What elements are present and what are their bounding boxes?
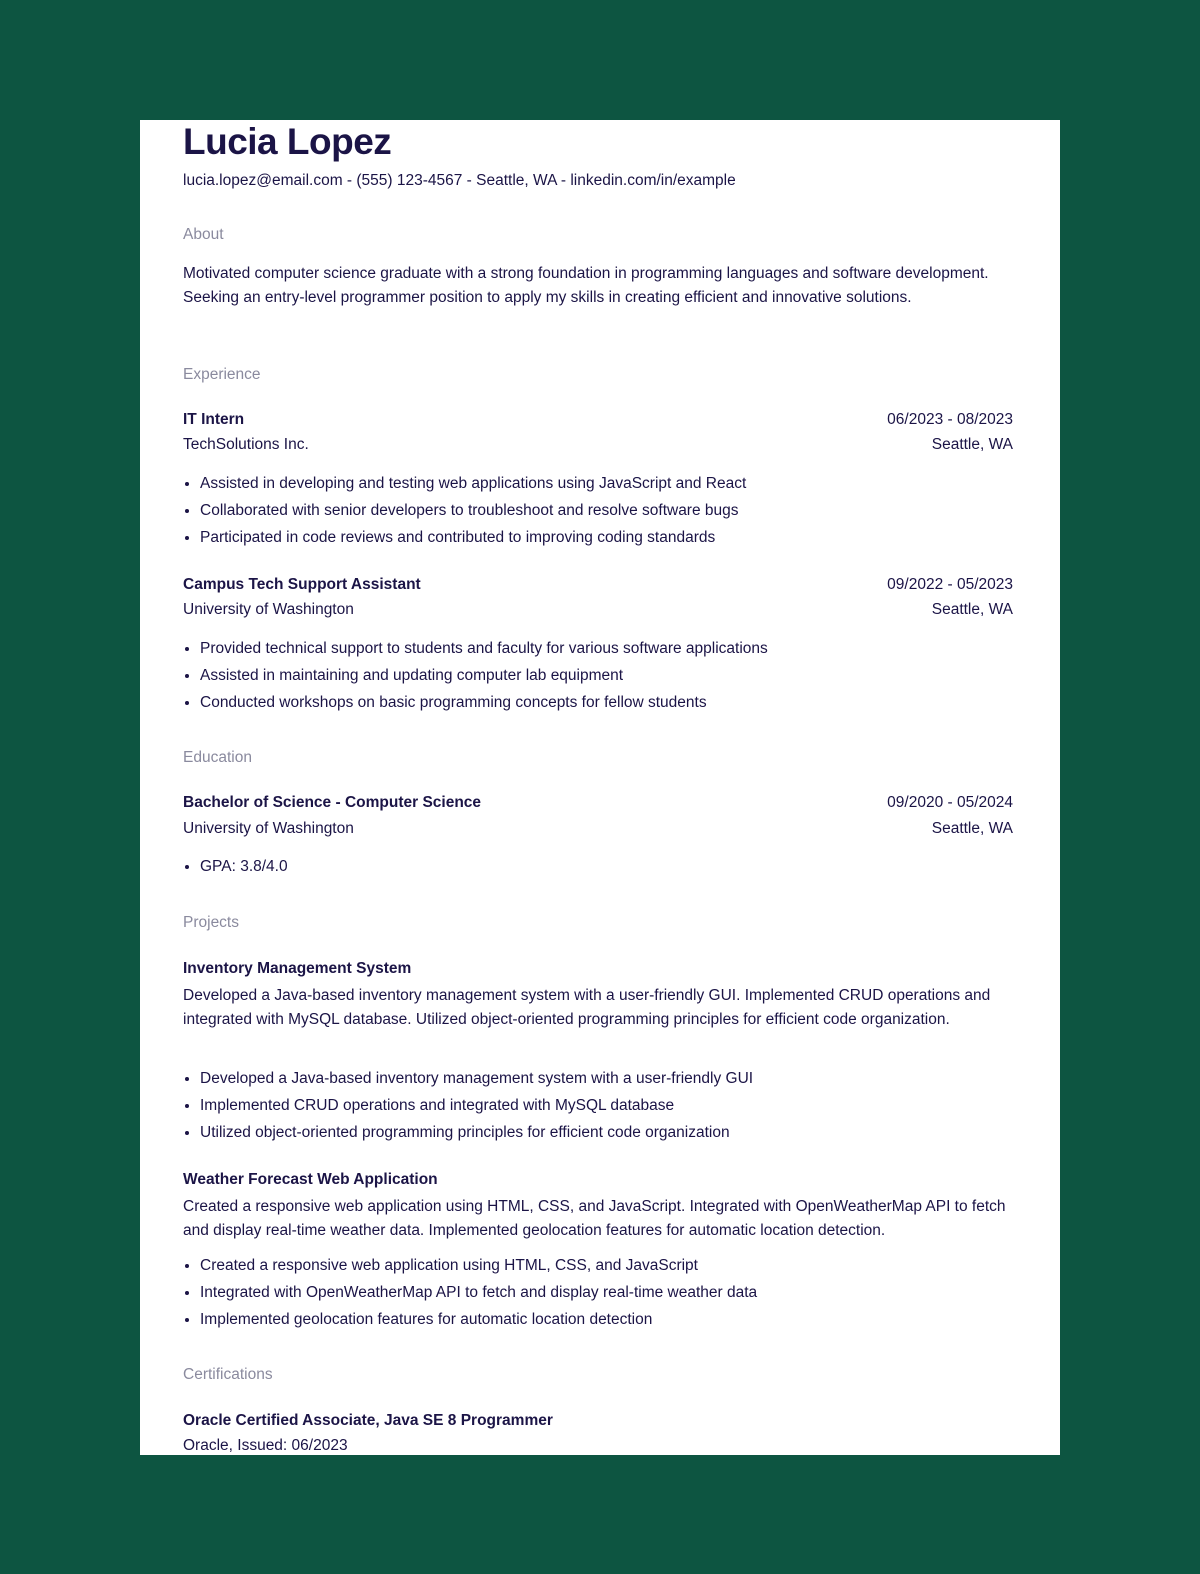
degree-dates: 09/2020 - 05/2024 bbox=[887, 794, 1013, 811]
job-dates: 09/2022 - 05/2023 bbox=[887, 576, 1013, 593]
list-item: • Assisted in developing and testing web applications using JavaScript and React bbox=[200, 470, 1030, 497]
job-org: TechSolutions Inc. bbox=[183, 436, 309, 453]
job-title: IT Intern bbox=[183, 411, 245, 428]
project-title: Weather Forecast Web Application bbox=[183, 1171, 438, 1188]
school-name: University of Washington bbox=[183, 820, 354, 837]
job-org: University of Washington bbox=[183, 601, 354, 618]
list-item: • Utilized object-oriented programming principles for efficient code organization bbox=[200, 1119, 1030, 1146]
list-item: • Integrated with OpenWeatherMap API to fetch and display real-time weather data bbox=[200, 1279, 1030, 1306]
job-bullets bbox=[183, 470, 1030, 551]
job-bullets bbox=[183, 635, 1030, 716]
project-description: Created a responsive web application using HTML, CSS, and JavaScript. Integrated with OpenWeatherMap API to fetch and display real-time weather data. Implemented geolocation features for automatic location detection. bbox=[183, 1198, 1006, 1239]
candidate-name: Lucia Lopez bbox=[183, 121, 392, 162]
list-item: • Created a responsive web application using HTML, CSS, and JavaScript bbox=[200, 1252, 1030, 1279]
list-item: • Implemented CRUD operations and integrated with MySQL database bbox=[200, 1092, 1030, 1119]
school-location: Seattle, WA bbox=[931, 820, 1013, 837]
list-item: • Assisted in maintaining and updating computer lab equipment bbox=[200, 662, 1030, 689]
section-label-projects: Projects bbox=[183, 914, 239, 931]
degree-title: Bachelor of Science - Computer Science bbox=[183, 794, 482, 811]
job-dates: 06/2023 - 08/2023 bbox=[887, 411, 1013, 428]
section-label-certifications: Certifications bbox=[183, 1366, 273, 1383]
section-label-experience: Experience bbox=[183, 366, 261, 383]
list-item: • Provided technical support to students and faculty for various software applications bbox=[200, 635, 1030, 662]
contact-line: lucia.lopez@email.com - (555) 123-4567 - Seattle, WA - linkedin.com/in/example bbox=[183, 172, 736, 189]
certification-title: Oracle Certified Associate, Java SE 8 Programmer bbox=[183, 1412, 553, 1429]
certification-detail: Oracle, Issued: 06/2023 bbox=[183, 1437, 348, 1454]
resume-page bbox=[140, 120, 1060, 1455]
about-text: Motivated computer science graduate with a strong foundation in programming languages and software development. Seeking an entry-level programmer position to apply my skills in creating efficient and innovative solutions. bbox=[183, 265, 989, 306]
project-title: Inventory Management System bbox=[183, 960, 412, 977]
list-item: • GPA: 3.8/4.0 bbox=[200, 853, 1030, 880]
list-item: • Developed a Java-based inventory management system with a user-friendly GUI bbox=[200, 1065, 1030, 1092]
project-bullets bbox=[183, 1252, 1030, 1333]
job-location: Seattle, WA bbox=[931, 601, 1013, 618]
section-label-about: About bbox=[183, 226, 224, 243]
project-description: Developed a Java-based inventory management system with a user-friendly GUI. Implemented CRUD operations and integrated with MySQL database. Utilized object-oriented programming principles for efficient code organization. bbox=[183, 987, 991, 1028]
list-item: • Participated in code reviews and contributed to improving coding standards bbox=[200, 524, 1030, 551]
list-item: • Conducted workshops on basic programming concepts for fellow students bbox=[200, 689, 1030, 716]
job-location: Seattle, WA bbox=[931, 436, 1013, 453]
section-label-education: Education bbox=[183, 749, 252, 766]
project-bullets bbox=[183, 1065, 1030, 1146]
education-bullets bbox=[183, 853, 1030, 880]
list-item: • Collaborated with senior developers to troubleshoot and resolve software bugs bbox=[200, 497, 1030, 524]
job-title: Campus Tech Support Assistant bbox=[183, 576, 421, 593]
list-item: • Implemented geolocation features for automatic location detection bbox=[200, 1306, 1030, 1333]
